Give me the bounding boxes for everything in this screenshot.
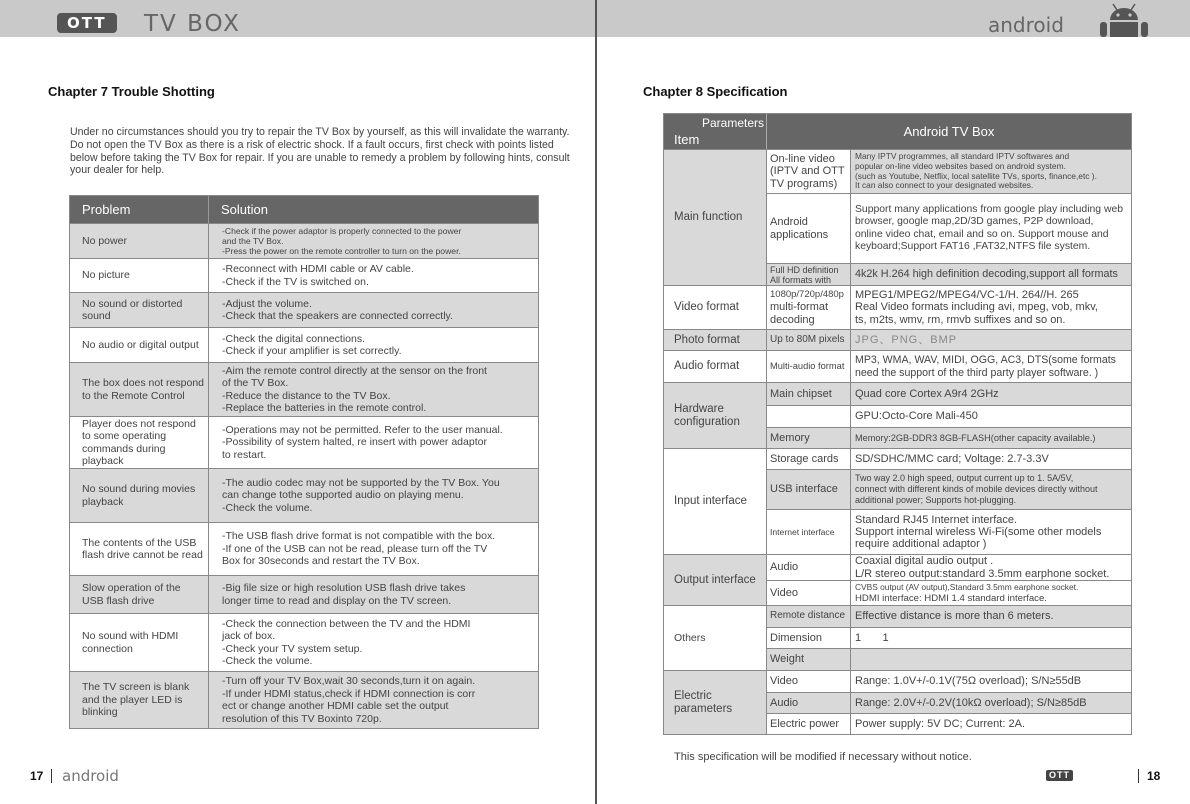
spec-group-output-interface [664, 554, 1131, 605]
header-product-label: Android TV Box [903, 124, 995, 139]
spec-footnote: This specification will be modified if necessary without notice. [674, 751, 972, 763]
table-header [70, 196, 538, 223]
page-number-right: 18 [1147, 769, 1161, 783]
category-label: Hardware configuration [664, 383, 767, 448]
spec-item-cell: Main chipset [767, 383, 851, 405]
problem-cell: No sound with HDMI connection [70, 614, 209, 671]
spec-item-cell: Weight [767, 649, 851, 670]
table-row [70, 327, 538, 362]
spec-row [767, 580, 1131, 605]
category-label: Input interface [664, 449, 767, 554]
solution-cell: -Check the digital connections. -Check if your amplifier is set correctly. [222, 332, 402, 357]
spec-row [767, 671, 1131, 692]
table-row [70, 416, 538, 468]
spec-item-cell: On-line video (IPTV and OTT TV programs) [767, 150, 851, 193]
table-row [70, 671, 538, 728]
spec-value-cell: JPG、PNG、BMP [855, 333, 958, 346]
spec-item-cell: Electric power [767, 714, 851, 734]
chapter-8-title: Chapter 8 Specification [643, 84, 788, 99]
spec-value-cell: Range: 1.0V+/-0.1V(75Ω overload); S/N≥55dB [855, 675, 1082, 688]
header-parameters-label: Parameters [701, 116, 764, 130]
solution-cell: -Big file size or high resolution USB flash drive takes longer time to read and display on the TV screen. [222, 582, 466, 607]
spec-value-cell: Effective distance is more than 6 meters. [855, 610, 1054, 623]
problem-cell: No picture [70, 259, 209, 292]
spec-item-cell: Audio [767, 693, 851, 713]
solution-cell: -Reconnect with HDMI cable or AV cable. -Check if the TV is switched on. [222, 263, 414, 288]
page-divider [595, 0, 597, 804]
footer-separator [51, 769, 52, 783]
solution-cell: -The audio codec may not be supported by the TV Box. You can change tothe supported audio on playing menu. -Check the volume. [222, 476, 500, 514]
header-item-label: Item [674, 132, 700, 147]
spec-value-cell: MP3, WMA, WAV, MIDI, OGG, AC3, DTS(some formats need the support of the third party player software. ) [855, 354, 1116, 379]
footer-ott-logo: OTT [1046, 770, 1073, 781]
solution-cell: -Operations may not be permitted. Refer to the user manual. -Possibility of system halted, re insert with power adaptor to restart. [222, 423, 503, 461]
problem-cell: No sound during movies playback [70, 469, 209, 522]
spec-group-others [664, 605, 1131, 670]
spec-group-electric [664, 670, 1131, 734]
spec-row [767, 606, 1131, 627]
spec-value-cell: Range: 2.0V+/-0.2V(10kΩ overload); S/N≥85dB [855, 696, 1087, 709]
spec-table-header [664, 114, 1131, 150]
spec-row [767, 193, 1131, 263]
spec-value-cell: Support many applications from google play including web browser, google map,2D/3D games, P2P download, online video chat, email and so on. Support mouse and keyboard;Support FAT16 ,FAT32,NTFS file system. [855, 203, 1124, 252]
solution-cell: -The USB flash drive format is not compatible with the box. -If one of the USB can not be read, please turn off the TV Box for 30seconds and restart the TV Box. [222, 530, 496, 568]
spec-item-cell: Up to 80M pixels [767, 330, 851, 350]
category-label: Audio format [664, 351, 767, 382]
problem-cell: No sound or distorted sound [70, 293, 209, 327]
spec-group-input-interface [664, 448, 1131, 554]
spec-item-cell: USB interface [767, 470, 851, 509]
spec-row [767, 150, 1131, 193]
spec-group-hardware [664, 382, 1131, 448]
header-corner-cell [664, 114, 767, 149]
table-row [70, 258, 538, 292]
spec-value-cell: Many IPTV programmes, all standard IPTV softwares and popular on-line video websites based on android system. (such as Youtube, Netflix, local satellite TVs, sports, finance,etc ). It can also connect to your designated websites. [851, 150, 1131, 193]
spec-group-main-function [664, 150, 1131, 285]
spec-item-cell: Video [767, 671, 851, 692]
category-label: Electric parameters [664, 671, 767, 734]
spec-value-cell: Power supply: 5V DC; Current: 2A. [855, 717, 1025, 730]
spec-row [767, 330, 1131, 350]
android-wordmark: android [988, 13, 1064, 37]
page-number-left: 17 [30, 769, 44, 783]
solution-cell: -Aim the remote control directly at the sensor on the front of the TV Box. -Reduce the distance to the TV Box. -Replace the batteries in the remote control. [222, 364, 487, 414]
table-row [70, 575, 538, 613]
product-title: TV BOX [144, 11, 241, 37]
ott-logo: OTT [57, 13, 117, 33]
column-header-problem: Problem [70, 196, 209, 223]
spec-item-cell [767, 406, 851, 427]
spec-item-cell: Full HD definition All formats with [767, 264, 851, 285]
spec-item-cell: Internet interface [767, 510, 851, 554]
trouble-intro-paragraph: Under no circumstances should you try to repair the TV Box by yourself, as this will invalidate the warranty. Do not open the TV Box as there is a risk of electric shock. If a fault occurs, first check with points listed below before taking the TV Box for repair. If you are unable to remedy a problem by following hints, consult your dealer for help. [70, 126, 570, 177]
problem-cell: No power [70, 224, 209, 258]
category-label: Others [664, 606, 767, 670]
spec-row [767, 383, 1131, 405]
spec-value-cell [851, 649, 1131, 670]
spec-item-cell: Video [767, 581, 851, 605]
spec-group-photo-format [664, 329, 1131, 350]
table-row [70, 613, 538, 671]
problem-cell: The contents of the USB flash drive cannot be read [70, 523, 209, 575]
troubleshooting-table [69, 195, 539, 729]
spec-item-cell: Audio [767, 555, 851, 580]
spec-value-cell: Memory:2GB-DDR3 8GB-FLASH(other capacity available.) [855, 432, 1096, 443]
solution-cell: -Check if the power adaptor is properly connected to the power and the TV Box. -Press the power on the remote controller to turn on the power. [222, 226, 462, 256]
table-row [70, 362, 538, 416]
spec-value-cell: Coaxial digital audio output . L/R stereo output:standard 3.5mm earphone socket. [855, 555, 1110, 580]
spec-row [767, 555, 1131, 580]
spec-row [767, 427, 1131, 448]
table-row [70, 522, 538, 575]
spec-row [767, 627, 1131, 648]
footer-android-wordmark: android [62, 767, 119, 785]
spec-value-cell: MPEG1/MPEG2/MPEG4/VC-1/H. 264//H. 265 Real Video formats including avi, mpeg, vob, mkv, ts, m2ts, wmv, rm, rmvb suffixes and so on. [855, 289, 1098, 326]
column-header-solution: Solution [221, 202, 268, 217]
table-row [70, 292, 538, 327]
category-label: Main function [664, 150, 767, 285]
spec-value-cell: GPU:Octo-Core Mali-450 [855, 410, 978, 423]
solution-cell: -Turn off your TV Box,wait 30 seconds,turn it on again. -If under HDMI status,check if HDMI connection is corr ect or change another HDMI cable set the output resolution of this TV Boxinto 720p. [222, 675, 476, 725]
spec-item-cell: Memory [767, 428, 851, 448]
spec-item-cell: Multi-audio format [767, 351, 851, 382]
category-label: Output interface [664, 555, 767, 605]
category-label: Photo format [664, 330, 767, 350]
footer-separator [1138, 769, 1139, 783]
spec-row [767, 449, 1131, 469]
spec-row [767, 648, 1131, 670]
spec-row [767, 286, 1131, 329]
spec-row [767, 692, 1131, 713]
android-robot-icon [1097, 2, 1151, 37]
spec-value-cell: 4k2k H.264 high definition decoding,support all formats [855, 268, 1118, 281]
table-row [70, 468, 538, 522]
problem-cell: Player does not respond to some operating commands during playback [70, 417, 209, 468]
category-label: Video format [664, 286, 767, 329]
solution-cell: -Adjust the volume. -Check that the speakers are connected correctly. [222, 297, 453, 322]
spec-row [767, 509, 1131, 554]
spec-row [767, 405, 1131, 427]
spec-item-cell: Android applications [767, 194, 851, 263]
spec-item-cell: Dimension [767, 628, 851, 648]
spec-item-cell: Storage cards [767, 449, 851, 469]
spec-value-cell: 1 1 [855, 631, 889, 644]
spec-value-cell: SD/SDHC/MMC card; Voltage: 2.7-3.3V [855, 452, 1049, 465]
spec-value-cell: Two way 2.0 high speed, output current up to 1. 5A/5V, connect with different kinds of mobile devices directly without additional power; Supports hot-plugging. [855, 473, 1098, 505]
spec-group-audio-format [664, 350, 1131, 382]
specification-table [663, 113, 1132, 735]
spec-row [767, 469, 1131, 509]
spec-value-cell: CVBS output (AV output),Standard 3.5mm earphone socket. HDMI interface: HDMI 1.4 standard interface. [855, 581, 1079, 604]
spec-value-cell: Quad core Cortex A9r4 2GHz [855, 387, 999, 400]
spec-item-cell: 1080p/720p/480p multi-format decoding [767, 286, 851, 329]
problem-cell: The box does not respond to the Remote Control [70, 363, 209, 416]
spec-value-cell: Standard RJ45 Internet interface. Support internal wireless Wi-Fi(some other models require additional adaptor ) [855, 513, 1102, 551]
solution-cell: -Check the connection between the TV and the HDMI jack of box. -Check your TV system setup. -Check the volume. [222, 617, 471, 667]
problem-cell: The TV screen is blank and the player LED is blinking [70, 672, 209, 728]
spec-row [767, 713, 1131, 734]
spec-item-cell: Remote distance [767, 606, 851, 627]
spec-group-video-format [664, 285, 1131, 329]
chapter-7-title: Chapter 7 Trouble Shotting [48, 84, 215, 99]
table-row [70, 223, 538, 258]
problem-cell: No audio or digital output [70, 328, 209, 362]
spec-row [767, 263, 1131, 285]
problem-cell: Slow operation of the USB flash drive [70, 576, 209, 613]
spec-row [767, 351, 1131, 382]
